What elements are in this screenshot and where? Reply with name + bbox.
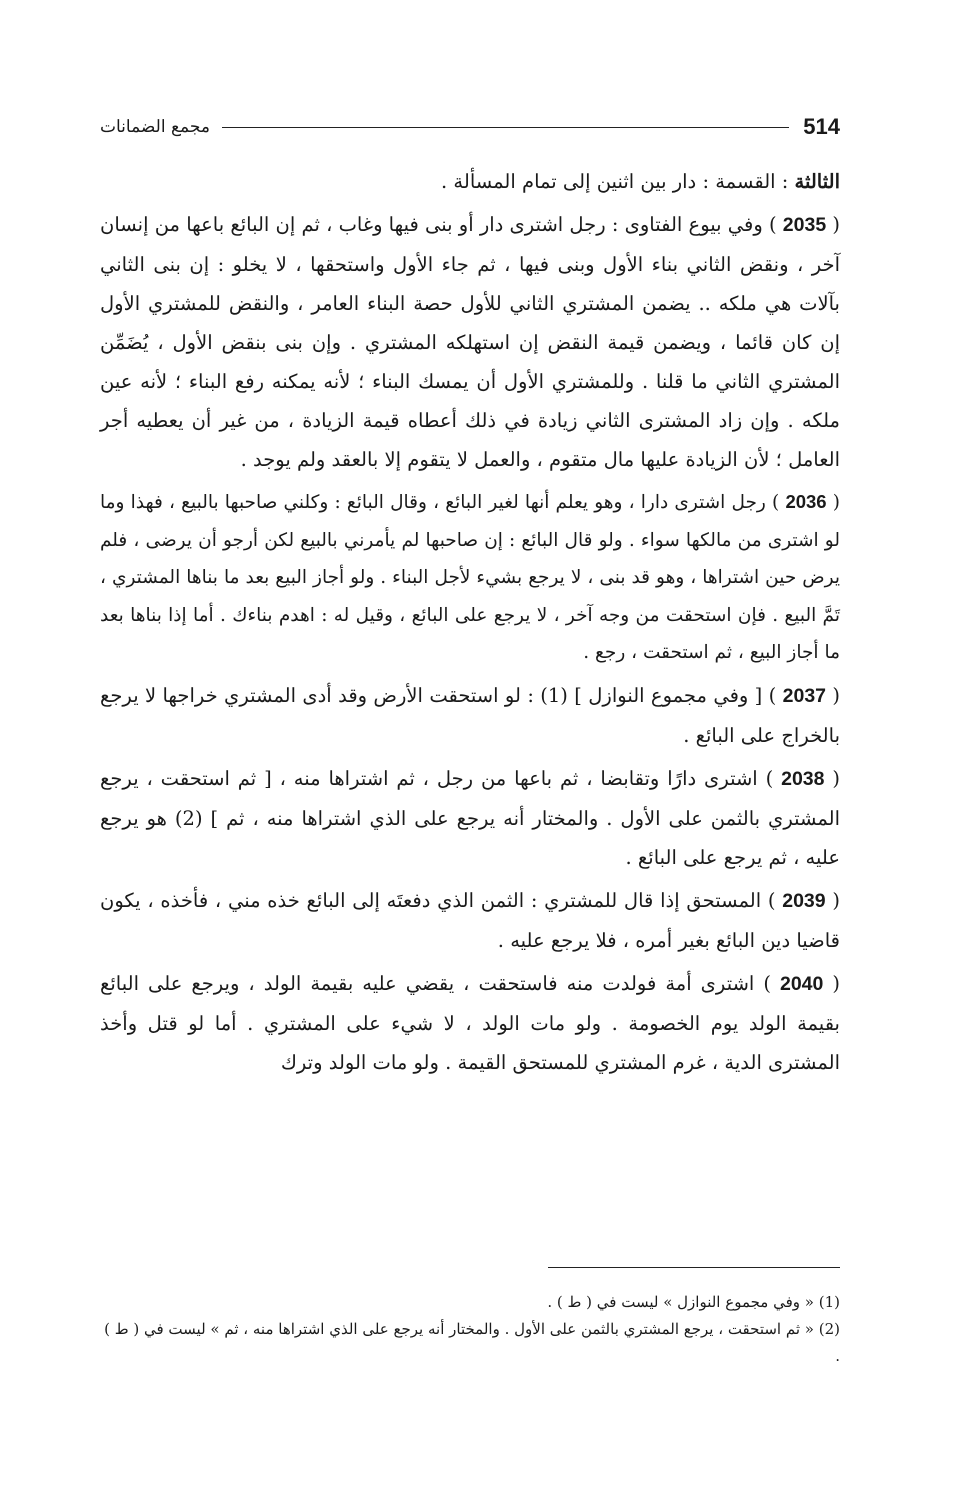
paren-open: (: [826, 683, 841, 707]
footnote-1: (1) « وفي مجموع النوازل » ليست في ( ط ) .: [547, 1293, 840, 1311]
paragraph-number: 2038: [781, 767, 825, 790]
paragraph-third-case: [100, 162, 840, 201]
header-rule: [222, 127, 789, 128]
paren-close: ): [768, 683, 783, 707]
paragraph-lead: الثالثة: [794, 170, 840, 193]
paragraph-2039: [100, 881, 840, 960]
paragraph-number: 2040: [779, 972, 824, 995]
paragraph-text: وفي بيوع الفتاوى : رجل اشترى دار أو بنى فيها وغاب ، ثم إن البائع باعها من إنسان آخر ، ونقض الثاني بناء الأول وبنى فيها ، ثم جاء الأول واستحقها ، لا يخلو : إن بنى الثاني بآلات هي ملكه .. يضمن المشتري الثاني للأول حصة البناء العامر ، والنقض للمشتري الأول إن كان قائما ، ويضمن قيمة النقض إن استهلكه المشتري . وإن بنى بنقض الأول ، يُضَمِّن المشتري الثاني ما قلنا . وللمشتري الأول أن يمسك البناء ؛ لأنه يمكنه رفع البناء ؛ لأنه عين ملكه . وإن زاد المشترى الثاني زيادة في ذلك أعطاه قيمة الزيادة ، من غير أن يعطيه أجر العامل ؛ لأن الزيادة عليها مال متقوم ، والعمل لا يتقوم إلا بالعقد ولم يوجد .: [100, 213, 840, 471]
paragraph-text: اشترى دارًا وتقابضا ، ثم باعها من رجل ، ثم اشتراها منه ، [ ثم استحقت ، يرجع المشتري بالثمن على الأول . والمختار أنه يرجع على الذي اشتراها منه ، ثم ] (2) هو يرجع عليه ، ثم يرجع على البائع .: [100, 766, 840, 869]
paragraph-number: 2037: [782, 684, 827, 707]
paragraph-2035: [100, 205, 840, 479]
main-text: [100, 162, 840, 1086]
paren-open: (: [825, 888, 840, 912]
paren-close: ): [765, 766, 782, 790]
paren-open: (: [823, 971, 840, 995]
paren-open: (: [826, 213, 840, 236]
running-title: مجمع الضمانات: [100, 117, 210, 137]
paragraph-2040: [100, 964, 840, 1082]
paragraph-number: 2035: [782, 214, 827, 236]
paragraph-number: 2039: [782, 889, 826, 912]
paragraph-text: : القسمة : دار بين اثنين إلى تمام المسألة .: [441, 170, 795, 193]
footnotes: [100, 1289, 840, 1370]
footnote-separator: [548, 1267, 840, 1268]
paragraph-text: رجل اشترى دارا ، وهو يعلم أنها لغير البائع ، وقال البائع : وكلني صاحبها بالبيع ، فهذا وما لو اشترى من مالكها سواء . ولو قال البائع : إن صاحبها لم يأمرني بالبيع لكن أرجو أن يرضى ، فلم يرض حين اشتراها ، وهو قد بنى ، لا يرجع بشيء لأجل البناء . ولو أجاز البيع بعد ما بناها المشتري ، تَمَّ البيع . فإن استحقت من وجه آخر ، لا يرجع على البائع ، وقيل له : اهدم بناءك . أما إذا بناها بعد ما أجاز البيع ، ثم استحقت ، رجع .: [100, 492, 840, 663]
paragraph-2037: [100, 676, 840, 755]
paragraph-text: [ وفي مجموع النوازل ] (1) : لو استحقت الأرض وقد أدى المشتري خراجها لا يرجع بالخراج على البائع .: [100, 683, 840, 747]
paren-close: ): [772, 492, 786, 513]
paragraph-2036: [100, 483, 840, 672]
paren-open: (: [824, 766, 840, 790]
paren-close: ): [767, 888, 783, 912]
page-header: [100, 112, 840, 142]
paragraph-text: اشترى أمة فولدت منه فاستحقت ، يقضي عليه بقيمة الولد ، ويرجع على البائع بقيمة الولد يوم الخصومة . ولو مات الولد ، لا شيء على المشتري . أما لو قتل وأخذ المشترى الدية ، غرم المشتري للمستحق القيمة . ولو مات الولد وترك: [100, 971, 840, 1074]
page-number: 514: [803, 114, 840, 139]
footnote-2: (2) « ثم استحقت ، يرجع المشتري بالثمن على الأول . والمختار أنه يرجع على الذي اشتراها منه ، ثم » ليست في ( ط ) .: [104, 1320, 840, 1365]
paren-close: ): [768, 213, 783, 236]
paragraph-text: المستحق إذا قال للمشتري : الثمن الذي دفعتَه إلى البائع خذه مني ، فأخذه ، يكون قاضيا دين البائع بغير أمره ، فلا يرجع عليه .: [100, 888, 840, 952]
paragraph-2038: [100, 759, 840, 877]
paragraph-number: 2036: [785, 491, 827, 512]
paren-open: (: [826, 492, 840, 513]
paren-close: ): [763, 971, 780, 995]
